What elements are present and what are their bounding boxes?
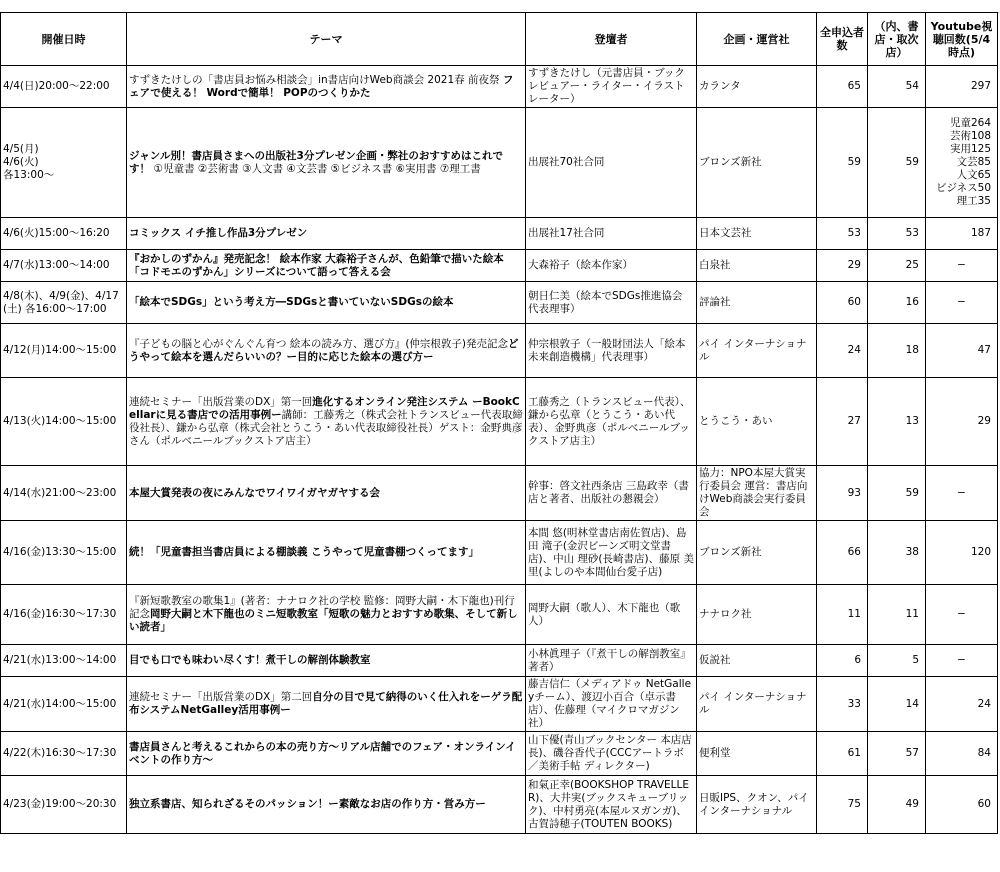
cell-date [1, 108, 127, 218]
cell-total: 75 [817, 776, 868, 834]
cell-date [1, 677, 127, 732]
cell-total: 11 [817, 585, 868, 645]
youtube-line: 120 [970, 546, 991, 558]
theme-part: コミックス イチ推し作品3分プレゼン [129, 227, 308, 239]
organizer-text: 白泉社 [699, 259, 731, 271]
table-row [1, 585, 998, 645]
youtube-line: 24 [977, 697, 991, 710]
table-row [1, 732, 998, 776]
event-table [0, 12, 998, 834]
cell-youtube [926, 66, 998, 108]
theme-part: どうやって絵本を選んだらいいの？ー目的に応じた絵本の選び方ー [129, 337, 519, 363]
date-line: 4/21(水)13:00〜14:00 [3, 654, 117, 666]
cell-total: 61 [817, 732, 868, 776]
cell-bookstores: 57 [868, 732, 926, 776]
organizer-text: ブロンズ新社 [699, 546, 762, 558]
cell-total: 60 [817, 282, 868, 324]
cell-theme [127, 108, 526, 218]
cell-speakers [526, 250, 697, 282]
organizer-text: カランタ [699, 80, 741, 92]
cell-speakers [526, 732, 697, 776]
cell-total: 66 [817, 521, 868, 585]
cell-total: 53 [817, 218, 868, 250]
cell-youtube [926, 645, 998, 677]
cell-bookstores: 11 [868, 585, 926, 645]
cell-speakers [526, 466, 697, 521]
date-line: 4/16(金)16:30〜17:30 [3, 608, 117, 620]
organizer-text: 便利堂 [699, 747, 731, 759]
cell-date [1, 282, 127, 324]
cell-total: 24 [817, 324, 868, 378]
theme-part: すずきたけしの「書店員お悩み相談会」in書店向けWeb商談会 2021春 前夜祭 [129, 73, 503, 86]
cell-theme [127, 776, 526, 834]
date-line: 各13:00〜 [3, 169, 55, 181]
cell-bookstores: 54 [868, 66, 926, 108]
cell-organizer [697, 776, 817, 834]
theme-part: 書店員さんと考えるこれからの本の売り方〜リアル店舗でのフェア・オンラインイベントの作り方〜 [129, 740, 516, 766]
cell-organizer [697, 378, 817, 466]
cell-youtube [926, 776, 998, 834]
header-theme: テーマ [127, 13, 526, 66]
cell-youtube [926, 732, 998, 776]
theme-part: ジャンル別！書店員さまへの出版社3分プレゼン企画・弊社のおすすめはこれです！ [129, 149, 504, 175]
youtube-line: − [957, 259, 966, 271]
cell-organizer [697, 218, 817, 250]
cell-bookstores: 49 [868, 776, 926, 834]
table-row [1, 645, 998, 677]
cell-bookstores: 38 [868, 521, 926, 585]
cell-youtube [926, 324, 998, 378]
table-row [1, 108, 998, 218]
speakers-text: 岡野大嗣（歌人）、木下龍也（歌人） [528, 601, 681, 627]
cell-bookstores: 14 [868, 677, 926, 732]
youtube-line: 実用125 [949, 143, 991, 155]
table-row [1, 521, 998, 585]
cell-date [1, 66, 127, 108]
cell-date [1, 378, 127, 466]
cell-total: 65 [817, 66, 868, 108]
cell-bookstores: 16 [868, 282, 926, 324]
organizer-text: 協力：NPO本屋大賞実行委員会 運営：書店向けWeb商談会実行委員会 [699, 467, 808, 518]
cell-youtube [926, 378, 998, 466]
cell-organizer [697, 732, 817, 776]
cell-theme [127, 66, 526, 108]
organizer-text: とうこう・あい [699, 415, 773, 427]
speakers-text: 工藤秀之（トランスビュー代表）、鎌から弘章（とうこう・あい代表）、金野典彦（ポルベニールブックストア店主） [528, 395, 691, 447]
cell-theme [127, 324, 526, 378]
header-date: 開催日時 [1, 13, 127, 66]
cell-bookstores: 13 [868, 378, 926, 466]
cell-youtube [926, 218, 998, 250]
cell-total: 27 [817, 378, 868, 466]
theme-part: ゲスト：金野典彦さん（ポルベニールブックストア店主） [129, 421, 523, 447]
cell-speakers [526, 66, 697, 108]
cell-speakers [526, 378, 697, 466]
theme-part: 「絵本でSDGs」という考え方―SDGsと書いていないSDGsの絵本 [129, 296, 454, 308]
youtube-line: − [957, 486, 966, 499]
cell-theme [127, 250, 526, 282]
cell-organizer [697, 466, 817, 521]
cell-total: 93 [817, 466, 868, 521]
date-line: 4/16(金)13:30〜15:00 [3, 546, 117, 558]
speakers-text: すずきたけし（元書店員・ブックレビュアー・ライター・イラストレーター） [528, 67, 685, 105]
theme-part: 講師：工藤秀之（株式会社トランスビュー代表取締役社長）、鎌から弘章（株式会社とうこう・あい代表取締役社長） [129, 408, 523, 434]
cell-theme [127, 218, 526, 250]
date-line: 4/14(水)21:00〜23:00 [3, 486, 117, 499]
cell-bookstores: 59 [868, 108, 926, 218]
date-line: 4/23(金)19:00〜20:30 [3, 798, 117, 810]
table-row [1, 250, 998, 282]
date-line: 4/22(木)16:30〜17:30 [3, 747, 117, 759]
date-line: 4/13(火)14:00〜15:00 [3, 415, 117, 427]
youtube-line: 児童264 [949, 117, 991, 129]
speakers-text: 出展社17社合同 [528, 227, 605, 239]
date-line: 4/7(水)13:00〜14:00 [3, 259, 110, 271]
cell-date [1, 218, 127, 250]
theme-part: 本屋大賞発表の夜にみんなでワイワイガヤガヤする会 [129, 486, 381, 499]
date-line: 4/6(火)15:00〜16:20 [3, 227, 110, 239]
date-line: 4/4(日)20:00〜22:00 [3, 80, 110, 92]
theme-part: ①児童書 ②芸術書 ③人文書 ④文芸書 ⑤ビジネス書 ⑥実用書 ⑦理工書 [153, 162, 481, 175]
speakers-text: 大森裕子（絵本作家） [528, 259, 633, 271]
table-row [1, 677, 998, 732]
header-youtube: Youtube視聴回数(5/4時点) [926, 13, 998, 66]
date-line: 4/21(水)14:00〜15:00 [3, 697, 117, 710]
theme-part: 連続セミナー「出版営業のDX」第一回 [129, 395, 313, 408]
cell-theme [127, 732, 526, 776]
youtube-line: − [957, 654, 966, 666]
date-line: 4/12(月)14:00〜15:00 [3, 344, 117, 356]
table-row [1, 66, 998, 108]
header-row [1, 13, 998, 66]
cell-organizer [697, 677, 817, 732]
organizer-text: ナナロク社 [699, 608, 752, 620]
theme-part: 『新短歌教室の歌集1』(著者：ナナロク社の学校 監修：岡野大嗣・木下龍也)刊行記念 [129, 595, 515, 620]
cell-speakers [526, 218, 697, 250]
header-speakers: 登壇者 [526, 13, 697, 66]
youtube-line: 187 [970, 227, 991, 239]
cell-date [1, 585, 127, 645]
cell-date [1, 466, 127, 521]
cell-total: 33 [817, 677, 868, 732]
cell-bookstores: 18 [868, 324, 926, 378]
cell-organizer [697, 108, 817, 218]
organizer-text: ブロンズ新社 [699, 156, 762, 168]
table-row [1, 378, 998, 466]
speakers-text: 朝日仁美（絵本でSDGs推進協会 代表理事） [528, 289, 683, 315]
header-total: 全申込者数 [817, 13, 868, 66]
cell-organizer [697, 521, 817, 585]
youtube-line: 文芸85 [956, 156, 991, 168]
cell-date [1, 645, 127, 677]
cell-youtube [926, 521, 998, 585]
cell-total: 59 [817, 108, 868, 218]
cell-total: 29 [817, 250, 868, 282]
cell-youtube [926, 250, 998, 282]
cell-date [1, 521, 127, 585]
date-line: 4/6(火) [3, 156, 39, 168]
cell-speakers [526, 108, 697, 218]
organizer-text: 日本文芸社 [699, 227, 752, 239]
theme-part: 自分の目で見て納得のいく仕入れをーゲラ配布システムNetGalley活用事例ー [129, 691, 523, 716]
theme-part: 続！「児童書担当書店員による棚談義 こうやって児童書棚つくってます」 [129, 546, 479, 558]
cell-theme [127, 645, 526, 677]
organizer-text: 日販IPS、クオン、パイ インターナショナル [699, 791, 809, 817]
theme-part: 連続セミナー「出版営業のDX」第二回 [129, 691, 313, 703]
cell-organizer [697, 324, 817, 378]
table-row [1, 776, 998, 834]
youtube-line: 60 [977, 798, 991, 810]
cell-date [1, 732, 127, 776]
cell-bookstores: 53 [868, 218, 926, 250]
table-row [1, 282, 998, 324]
organizer-text: 評論社 [699, 296, 731, 308]
cell-speakers [526, 677, 697, 732]
youtube-line: ビジネス50 [935, 182, 991, 194]
cell-youtube [926, 466, 998, 521]
organizer-text: 仮説社 [699, 654, 731, 666]
cell-date [1, 250, 127, 282]
cell-organizer [697, 585, 817, 645]
cell-bookstores: 25 [868, 250, 926, 282]
cell-youtube [926, 282, 998, 324]
cell-organizer [697, 66, 817, 108]
youtube-line: 29 [977, 415, 991, 427]
cell-youtube [926, 108, 998, 218]
header-bookstores: （内、書店・取次店） [868, 13, 926, 66]
cell-bookstores: 5 [868, 645, 926, 677]
cell-theme [127, 677, 526, 732]
organizer-text: パイ インターナショナル [699, 337, 807, 363]
youtube-line: 297 [970, 80, 991, 92]
cell-date [1, 776, 127, 834]
youtube-line: 84 [977, 747, 991, 759]
cell-speakers [526, 645, 697, 677]
organizer-text: パイ インターナショナル [699, 691, 807, 716]
cell-speakers [526, 324, 697, 378]
cell-organizer [697, 282, 817, 324]
table-row [1, 324, 998, 378]
cell-total: 6 [817, 645, 868, 677]
theme-part: 進化するオンライン発注システム ーBookCellarに見る書店での活用事例ー [129, 395, 520, 421]
cell-speakers [526, 776, 697, 834]
cell-organizer [697, 645, 817, 677]
theme-part: 『おかしのずかん』発売記念！ 絵本作家 大森裕子さんが、色鉛筆で描いた絵本「コドモエのずかん」シリーズについて語って答える会 [129, 252, 504, 278]
cell-speakers [526, 585, 697, 645]
speakers-text: 幹事：啓文社西条店 三島政幸（書店と著者、出版社の懇親会） [528, 480, 689, 505]
cell-theme [127, 282, 526, 324]
speakers-text: 和氣正幸(BOOKSHOP TRAVELLER)、大井実(ブックスキューブリック)、中村勇亮(本屋ルヌガンガ)、古賀詩穂子(TOUTEN BOOKS) [528, 778, 689, 830]
speakers-text: 本間 悠(明林堂書店南佐賀店)、島田 滝子(金沢ビーンズ明文堂書店)、中山 理砂(長崎書店)、藤原 美里(よしのや本間仙台愛子店) [528, 526, 694, 578]
youtube-line: 芸術108 [949, 130, 991, 142]
youtube-line: 人文65 [956, 169, 991, 181]
cell-theme [127, 585, 526, 645]
cell-date [1, 324, 127, 378]
cell-speakers [526, 521, 697, 585]
cell-theme [127, 378, 526, 466]
cell-theme [127, 521, 526, 585]
youtube-line: − [957, 608, 966, 620]
speakers-text: 山下優(青山ブックセンター 本店店長)、磯谷香代子(CCCアートラボ／美術手帖 ディレクター) [528, 734, 692, 772]
youtube-line: 理工35 [956, 195, 991, 207]
cell-youtube [926, 677, 998, 732]
theme-part: 目でも口でも味わい尽くす！煮干しの解剖体験教室 [129, 654, 371, 666]
cell-youtube [926, 585, 998, 645]
theme-part: フェアで使える！ Wordで簡単！ POPのつくりかた [129, 73, 514, 99]
theme-part: 独立系書店、知られざるそのパッション！ー素敵なお店の作り方・営み方ー [129, 798, 486, 810]
table-row [1, 466, 998, 521]
youtube-line: 47 [977, 344, 991, 356]
speakers-text: 小林眞理子（『煮干しの解剖教室』著者） [528, 647, 691, 673]
cell-bookstores: 59 [868, 466, 926, 521]
theme-part: 岡野大嗣と木下龍也のミニ短歌教室「短歌の魅力とおすすめ歌集、そして新しい読者」 [129, 608, 518, 633]
cell-organizer [697, 250, 817, 282]
youtube-line: − [957, 296, 966, 308]
date-line: 4/8(木)、4/9(金)、4/17(土) 各16:00〜17:00 [3, 289, 119, 315]
cell-theme [127, 466, 526, 521]
header-organizer: 企画・運営社 [697, 13, 817, 66]
theme-part: 『子どもの脳と心がぐんぐん育つ 絵本の読み方、選び方』(仲宗根敦子)発売記念 [129, 337, 509, 350]
speakers-text: 出展社70社合同 [528, 156, 605, 168]
date-line: 4/5(月) [3, 143, 39, 155]
speakers-text: 藤吉信仁（メディアドゥ NetGalleyチーム）、渡辺小百合（卓示書店）、佐藤理（マイクロマガジン社） [528, 678, 692, 729]
speakers-text: 仲宗根敦子（一般財団法人「絵本未来創造機構」代表理事） [528, 337, 686, 363]
cell-speakers [526, 282, 697, 324]
table-row [1, 218, 998, 250]
